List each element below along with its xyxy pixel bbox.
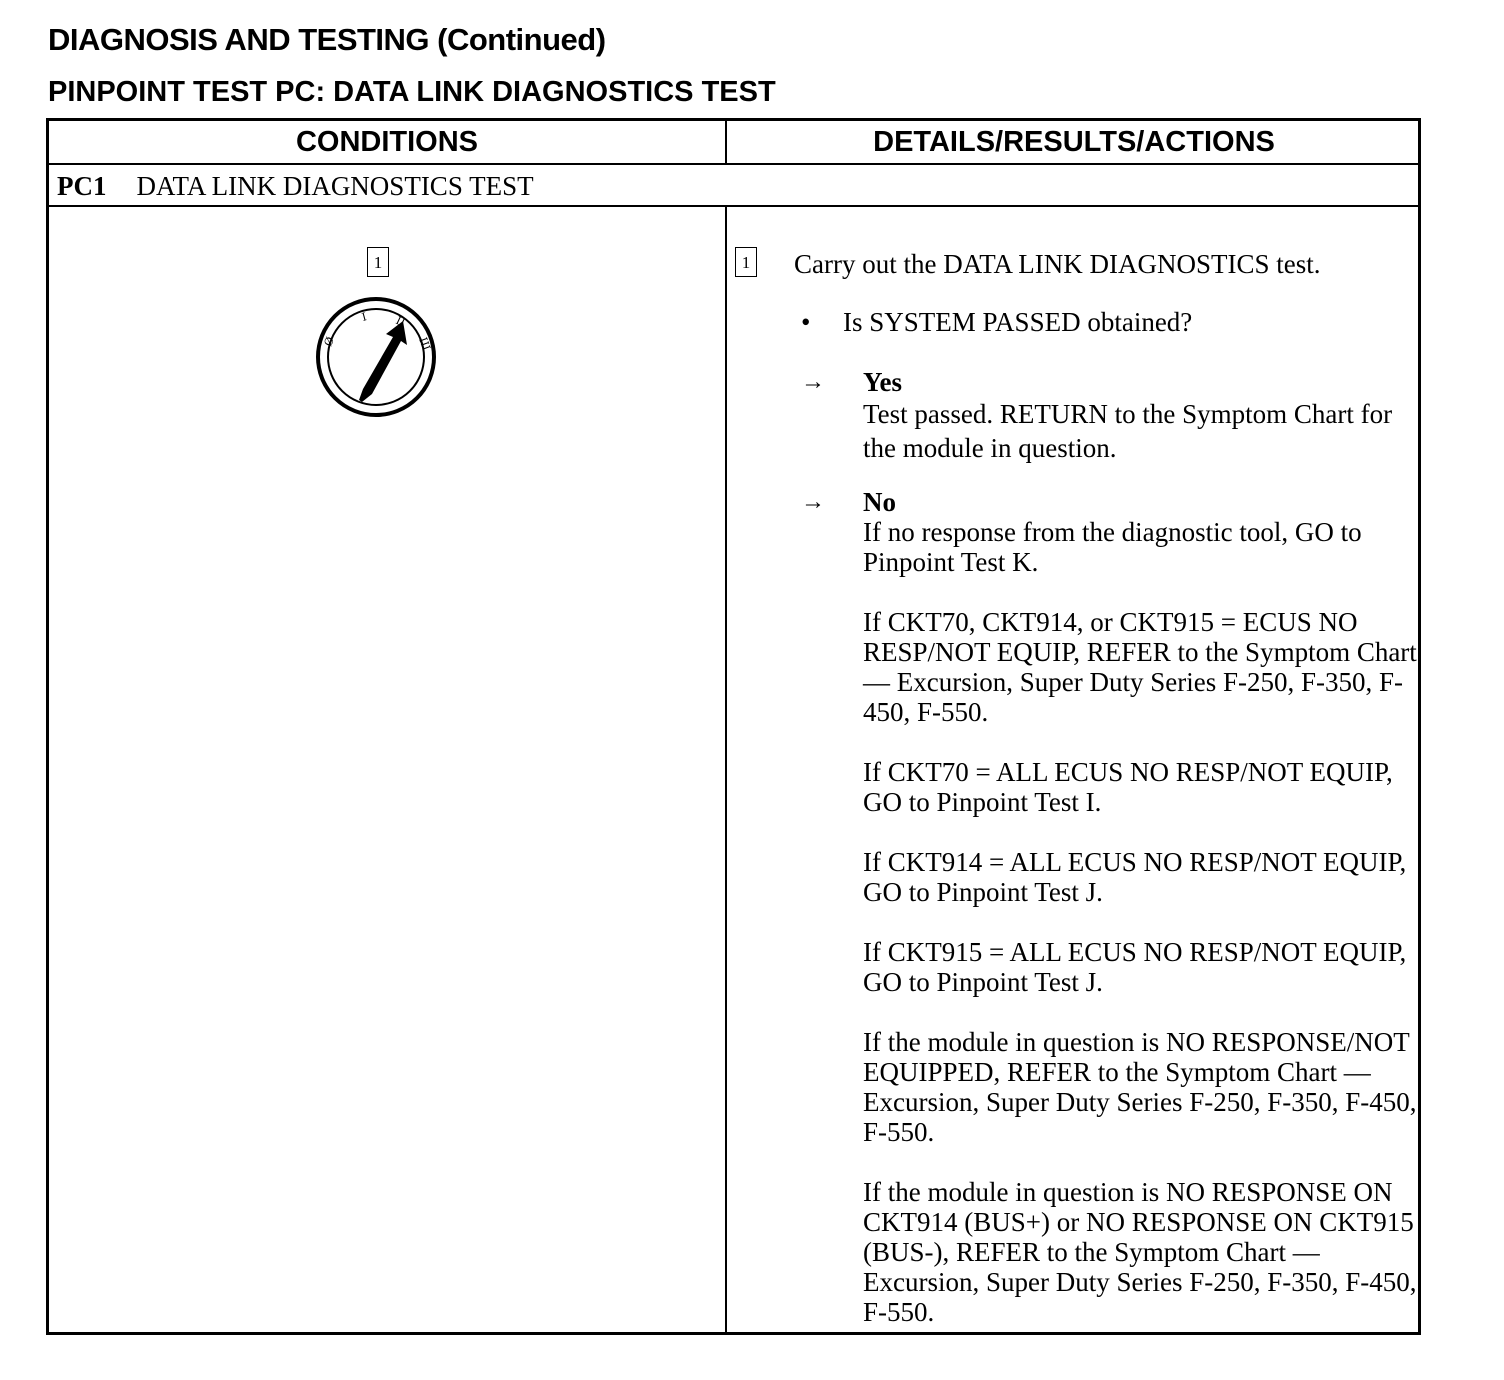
header-divider (49, 163, 1418, 165)
ignition-position-iii: III (416, 335, 433, 353)
yes-arrow: → (801, 369, 825, 395)
no-text: If no response from the diagnostic tool, GO to Pinpoint Test K. (863, 517, 1362, 577)
no-paragraph: If the module in question is NO RESPONSE/NOT EQUIPPED, REFER to the Symptom Chart — Excursion, Super Duty Series F-250, F-350, F-450, F-550. (863, 1027, 1417, 1147)
conditions-header: CONDITIONS (295, 126, 479, 158)
header-column-divider (725, 121, 727, 163)
step-row (57, 171, 534, 202)
question (801, 307, 1192, 337)
yes-text: Test passed. RETURN to the Symptom Chart for the module in question. (863, 399, 1393, 463)
no-arrow: → (801, 489, 825, 515)
ignition-switch-icon (311, 297, 441, 417)
pinpoint-test-table (46, 118, 1421, 1335)
step-code: PC1 (57, 171, 107, 201)
no-paragraph: If the module in question is NO RESPONSE ON CKT914 (BUS+) or NO RESPONSE ON CKT915 (BUS-), REFER to the Symptom Chart — Excursion, Super Duty Series F-250, F-350, F-450, F-550. (863, 1177, 1417, 1327)
details-step (735, 245, 1415, 279)
step-title: DATA LINK DIAGNOSTICS TEST (136, 171, 534, 201)
pinpoint-test-title: PINPOINT TEST PC: DATA LINK DIAGNOSTICS TEST (48, 76, 776, 108)
page-title: DIAGNOSIS AND TESTING (Continued) (48, 22, 606, 57)
question-text: Is SYSTEM PASSED obtained? (843, 307, 1193, 337)
conditions-step-number: 1 (367, 247, 389, 277)
step-row-divider (49, 205, 1418, 207)
step-action: Carry out the DATA LINK DIAGNOSTICS test. (794, 249, 1321, 279)
no-paragraph: If CKT914 = ALL ECUS NO RESP/NOT EQUIP, GO to Pinpoint Test J. (863, 847, 1407, 907)
no-paragraph: If CKT915 = ALL ECUS NO RESP/NOT EQUIP, GO to Pinpoint Test J. (863, 937, 1407, 997)
ignition-position-ii: II (393, 313, 408, 330)
details-column (735, 245, 1417, 1327)
bullet: • (801, 307, 811, 337)
ignition-position-i: I (360, 310, 368, 324)
no-label: No (863, 487, 896, 517)
no-paragraph: If CKT70 = ALL ECUS NO RESP/NOT EQUIP, GO to Pinpoint Test I. (863, 757, 1393, 817)
details-step-number: 1 (735, 247, 757, 277)
body-column-divider (725, 207, 727, 1332)
yes-label: Yes (863, 367, 902, 397)
details-header: DETAILS/RESULTS/ACTIONS (873, 126, 1275, 158)
ignition-position-off: Ø (321, 335, 337, 349)
no-paragraph: If CKT70, CKT914, or CKT915 = ECUS NO RESP/NOT EQUIP, REFER to the Symptom Chart — Excursion, Super Duty Series F-250, F-350, F-450, F-550. (863, 607, 1417, 727)
